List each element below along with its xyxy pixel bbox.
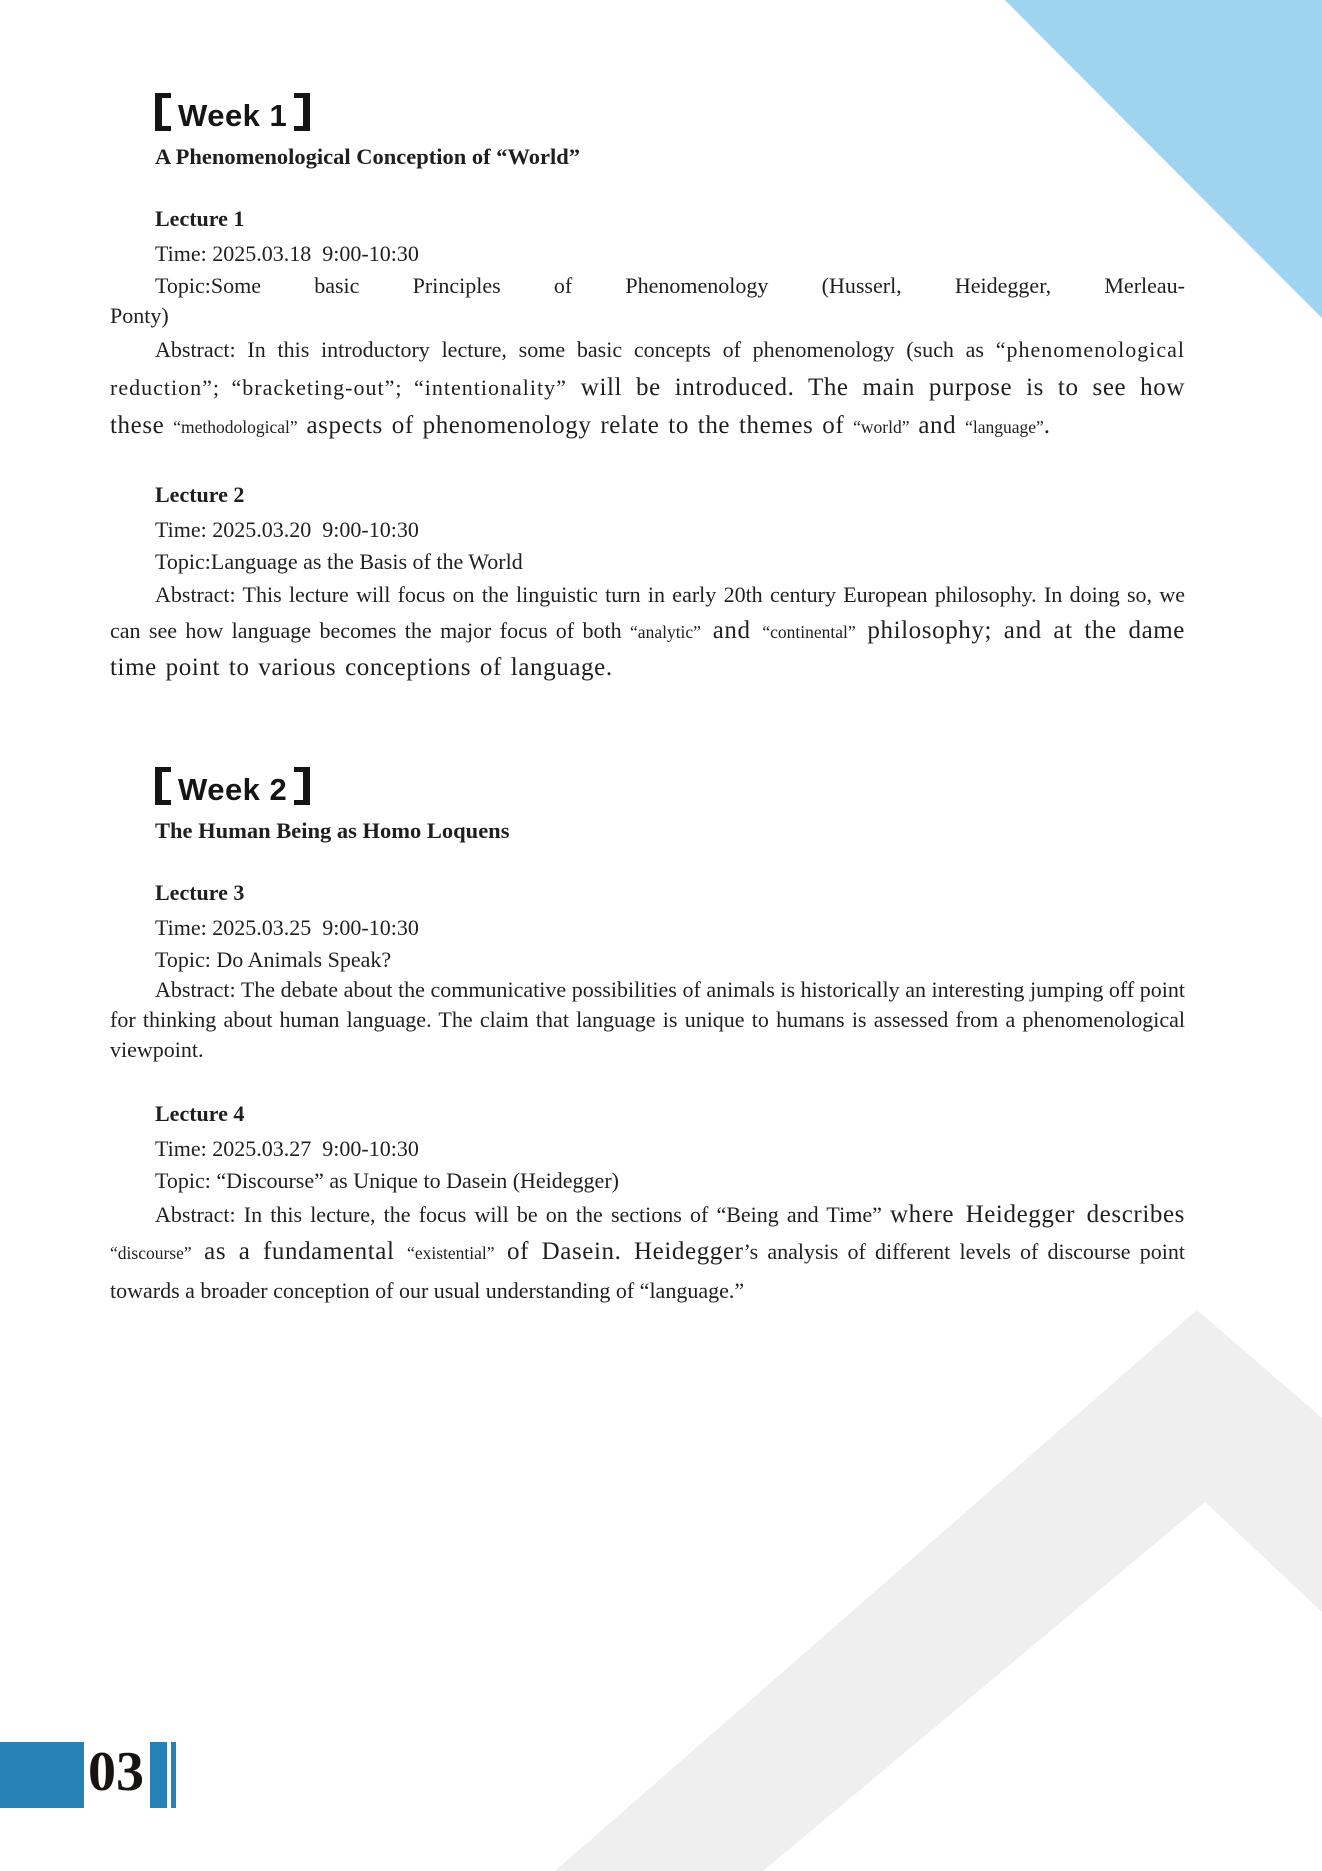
lecture-3-abstract [110, 975, 1185, 1065]
abstract-text: “existential” [407, 1243, 495, 1263]
footer-blue-bar-thin [171, 1742, 176, 1808]
lecture-3-topic [110, 945, 1185, 975]
left-lenticular-bracket-icon [155, 767, 171, 805]
lecture-2-time: Time: 2025.03.20 9:00-10:30 [155, 517, 419, 542]
abstract-text: as a fundamental [191, 1238, 408, 1265]
lecture-1-topic-line-1: Topic:Some basic Principles of Phenomenology (Husserl, Heidegger, Merleau- [155, 273, 1185, 298]
abstract-text: Abstract: In this lecture, the focus will be on the sections of “Being and Time” [155, 1202, 890, 1227]
lecture-1-section [110, 204, 1185, 446]
abstract-text: Abstract: This lecture will focus on the linguistic turn in early 20th century European philosophy. In doing so, we can see how language becomes the major focus of both [110, 582, 1185, 643]
lecture-2-topic-line-1: Topic:Language as the Basis of the World [155, 549, 523, 574]
lecture-4-time: Time: 2025.03.27 9:00-10:30 [155, 1136, 419, 1161]
week-1-heading [155, 88, 1185, 134]
abstract-text: ’s analysis of different levels of discourse point towards a broader conception of our usual understanding of “language.” [110, 1239, 1185, 1303]
footer-blue-rectangle [0, 1742, 84, 1808]
abstract-text: “language” [965, 417, 1044, 437]
lecture-3-time: Time: 2025.03.25 9:00-10:30 [155, 915, 419, 940]
footer-blue-bar-thick [150, 1742, 167, 1808]
abstract-text: Abstract: The debate about the communicative possibilities of animals is historically an interesting jumping off point for thinking about human language. The claim that language is unique to humans is assessed from a phenomenological viewpoint. [110, 977, 1185, 1062]
abstract-text: “discourse” [110, 1243, 192, 1263]
lecture-2-section [110, 480, 1185, 686]
lecture-4-abstract [110, 1196, 1185, 1309]
abstract-text: and [700, 617, 763, 644]
abstract-text: aspects of phenomenology relate to the themes of [297, 412, 854, 439]
abstract-text: “analytic” [630, 622, 701, 642]
lecture-3-section [110, 878, 1185, 1065]
right-lenticular-bracket-icon [294, 767, 310, 805]
abstract-text: will be introduced. The main purpose is to see how these [110, 374, 1185, 439]
abstract-text: “world” [853, 417, 910, 437]
abstract-text: and [909, 412, 966, 439]
week-2-subtitle: The Human Being as Homo Loquens [155, 818, 510, 843]
week-1-subtitle: A Phenomenological Conception of “World” [155, 144, 581, 169]
lecture-1-title: Lecture 1 [155, 206, 245, 231]
page-footer [0, 1742, 176, 1808]
abstract-text: philosophy; and at the dame time point to various conceptions of language. [110, 617, 1186, 681]
lecture-2-title: Lecture 2 [155, 482, 245, 507]
abstract-text: Abstract: In this introductory lecture, some basic concepts of phenomenology (such as [155, 337, 996, 362]
abstract-text: “methodological” [173, 417, 298, 437]
page-number: 03 [88, 1741, 144, 1803]
abstract-text: where Heidegger describes [890, 1201, 1185, 1228]
lecture-4-section [110, 1099, 1185, 1309]
lecture-1-abstract [110, 331, 1185, 446]
abstract-text: . [1043, 412, 1051, 439]
lecture-3-topic-line-1: Topic: Do Animals Speak? [155, 947, 392, 972]
week-1-label: Week 1 [178, 98, 288, 133]
lecture-1-time: Time: 2025.03.18 9:00-10:30 [155, 241, 419, 266]
lecture-4-title: Lecture 4 [155, 1101, 245, 1126]
lecture-3-title: Lecture 3 [155, 880, 245, 905]
abstract-text: of Dasein. Heidegger [494, 1238, 744, 1265]
abstract-text: “phenomenological reduction”; “bracketing-out”; “intentionality” [110, 337, 1185, 400]
lecture-2-abstract [110, 577, 1185, 686]
section-gap [110, 686, 1185, 762]
lecture-4-topic [110, 1166, 1185, 1196]
lecture-1-topic-line-2: Ponty) [110, 303, 169, 328]
week-2-heading [155, 762, 1185, 808]
abstract-text: “continental” [762, 622, 856, 642]
lecture-2-topic [110, 547, 1185, 577]
week-2-label: Week 2 [178, 772, 288, 807]
left-lenticular-bracket-icon [155, 93, 171, 131]
right-lenticular-bracket-icon [294, 93, 310, 131]
lecture-4-topic-line-1: Topic: “Discourse” as Unique to Dasein (Heidegger) [155, 1168, 619, 1193]
lecture-1-topic [110, 271, 1185, 331]
